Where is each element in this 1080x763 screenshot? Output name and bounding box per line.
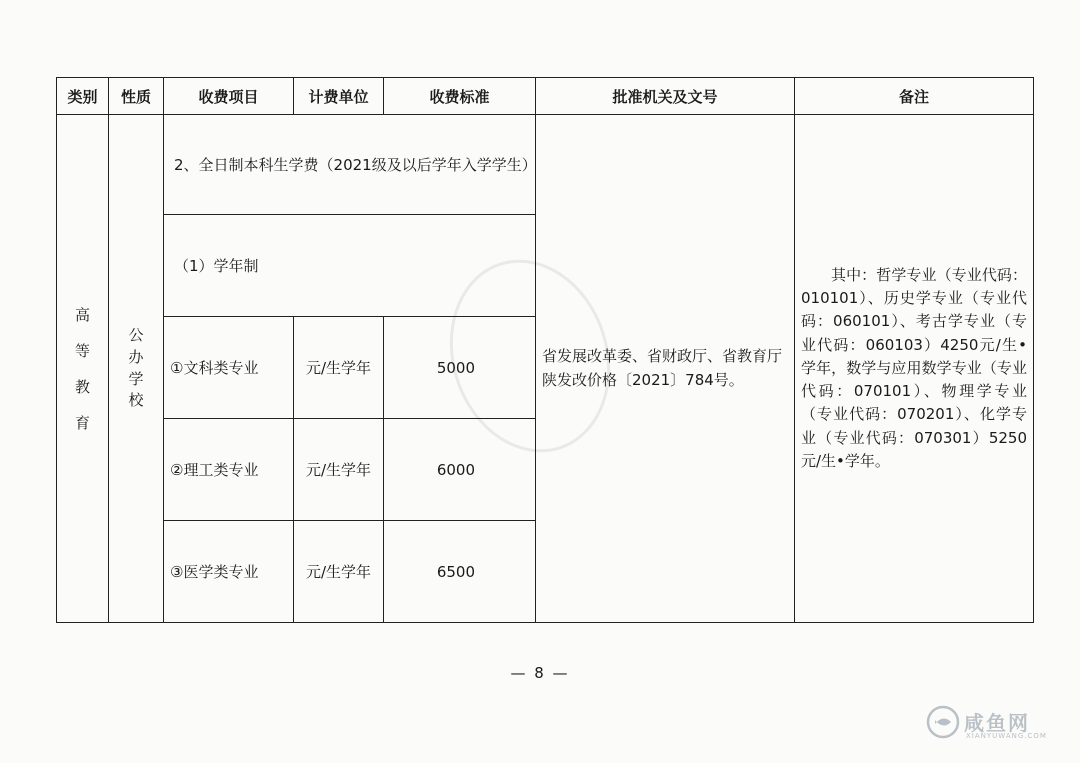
site-watermark	[926, 705, 1056, 745]
watermark-subtext: XIANYUWANG.COM	[966, 732, 1047, 740]
nature-text: 公办学校	[128, 326, 144, 410]
header-approval: 批准机关及文号	[536, 78, 795, 115]
category-cell	[57, 115, 109, 623]
watermark-text: 咸鱼网	[964, 711, 1030, 735]
billing-unit: 元/生学年	[294, 419, 384, 521]
nature-cell	[109, 115, 164, 623]
header-fee-item: 收费项目	[164, 78, 294, 115]
section-title: 2、全日制本科生学费（2021级及以后学年入学学生）	[164, 115, 536, 215]
fee-item: ③医学类专业	[164, 521, 294, 623]
header-category: 类别	[57, 78, 109, 115]
table-row	[57, 115, 1034, 215]
page-number: — 8 —	[510, 664, 570, 682]
header-billing-unit: 计费单位	[294, 78, 384, 115]
fee-table	[56, 77, 1034, 623]
billing-unit: 元/生学年	[294, 521, 384, 623]
billing-unit: 元/生学年	[294, 317, 384, 419]
note-text: 其中：哲学专业（专业代码：010101）、历史学专业（专业代码：060101）、考古学专业（专业代码：060103）4250元/生•学年，数学与应用数学专业（专业代码：070101）、物理学专业（专业代码：070201）、化学专业（专业代码：070301）5250元/生•学年。	[801, 265, 1027, 470]
category-text: 高等教育	[74, 305, 90, 432]
fee-standard: 6500	[384, 521, 536, 623]
approval-cell: 省发展改革委、省财政厅、省教育厅陕发改价格〔2021〕784号。	[536, 115, 795, 623]
fee-item: ②理工类专业	[164, 419, 294, 521]
fee-item: ①文科类专业	[164, 317, 294, 419]
header-nature: 性质	[109, 78, 164, 115]
header-note: 备注	[795, 78, 1034, 115]
header-fee-standard: 收费标准	[384, 78, 536, 115]
header-row	[57, 78, 1034, 115]
fee-standard: 6000	[384, 419, 536, 521]
note-cell	[795, 115, 1034, 623]
fish-logo-icon	[926, 705, 960, 739]
subsection-title: （1）学年制	[164, 215, 536, 317]
fee-standard: 5000	[384, 317, 536, 419]
